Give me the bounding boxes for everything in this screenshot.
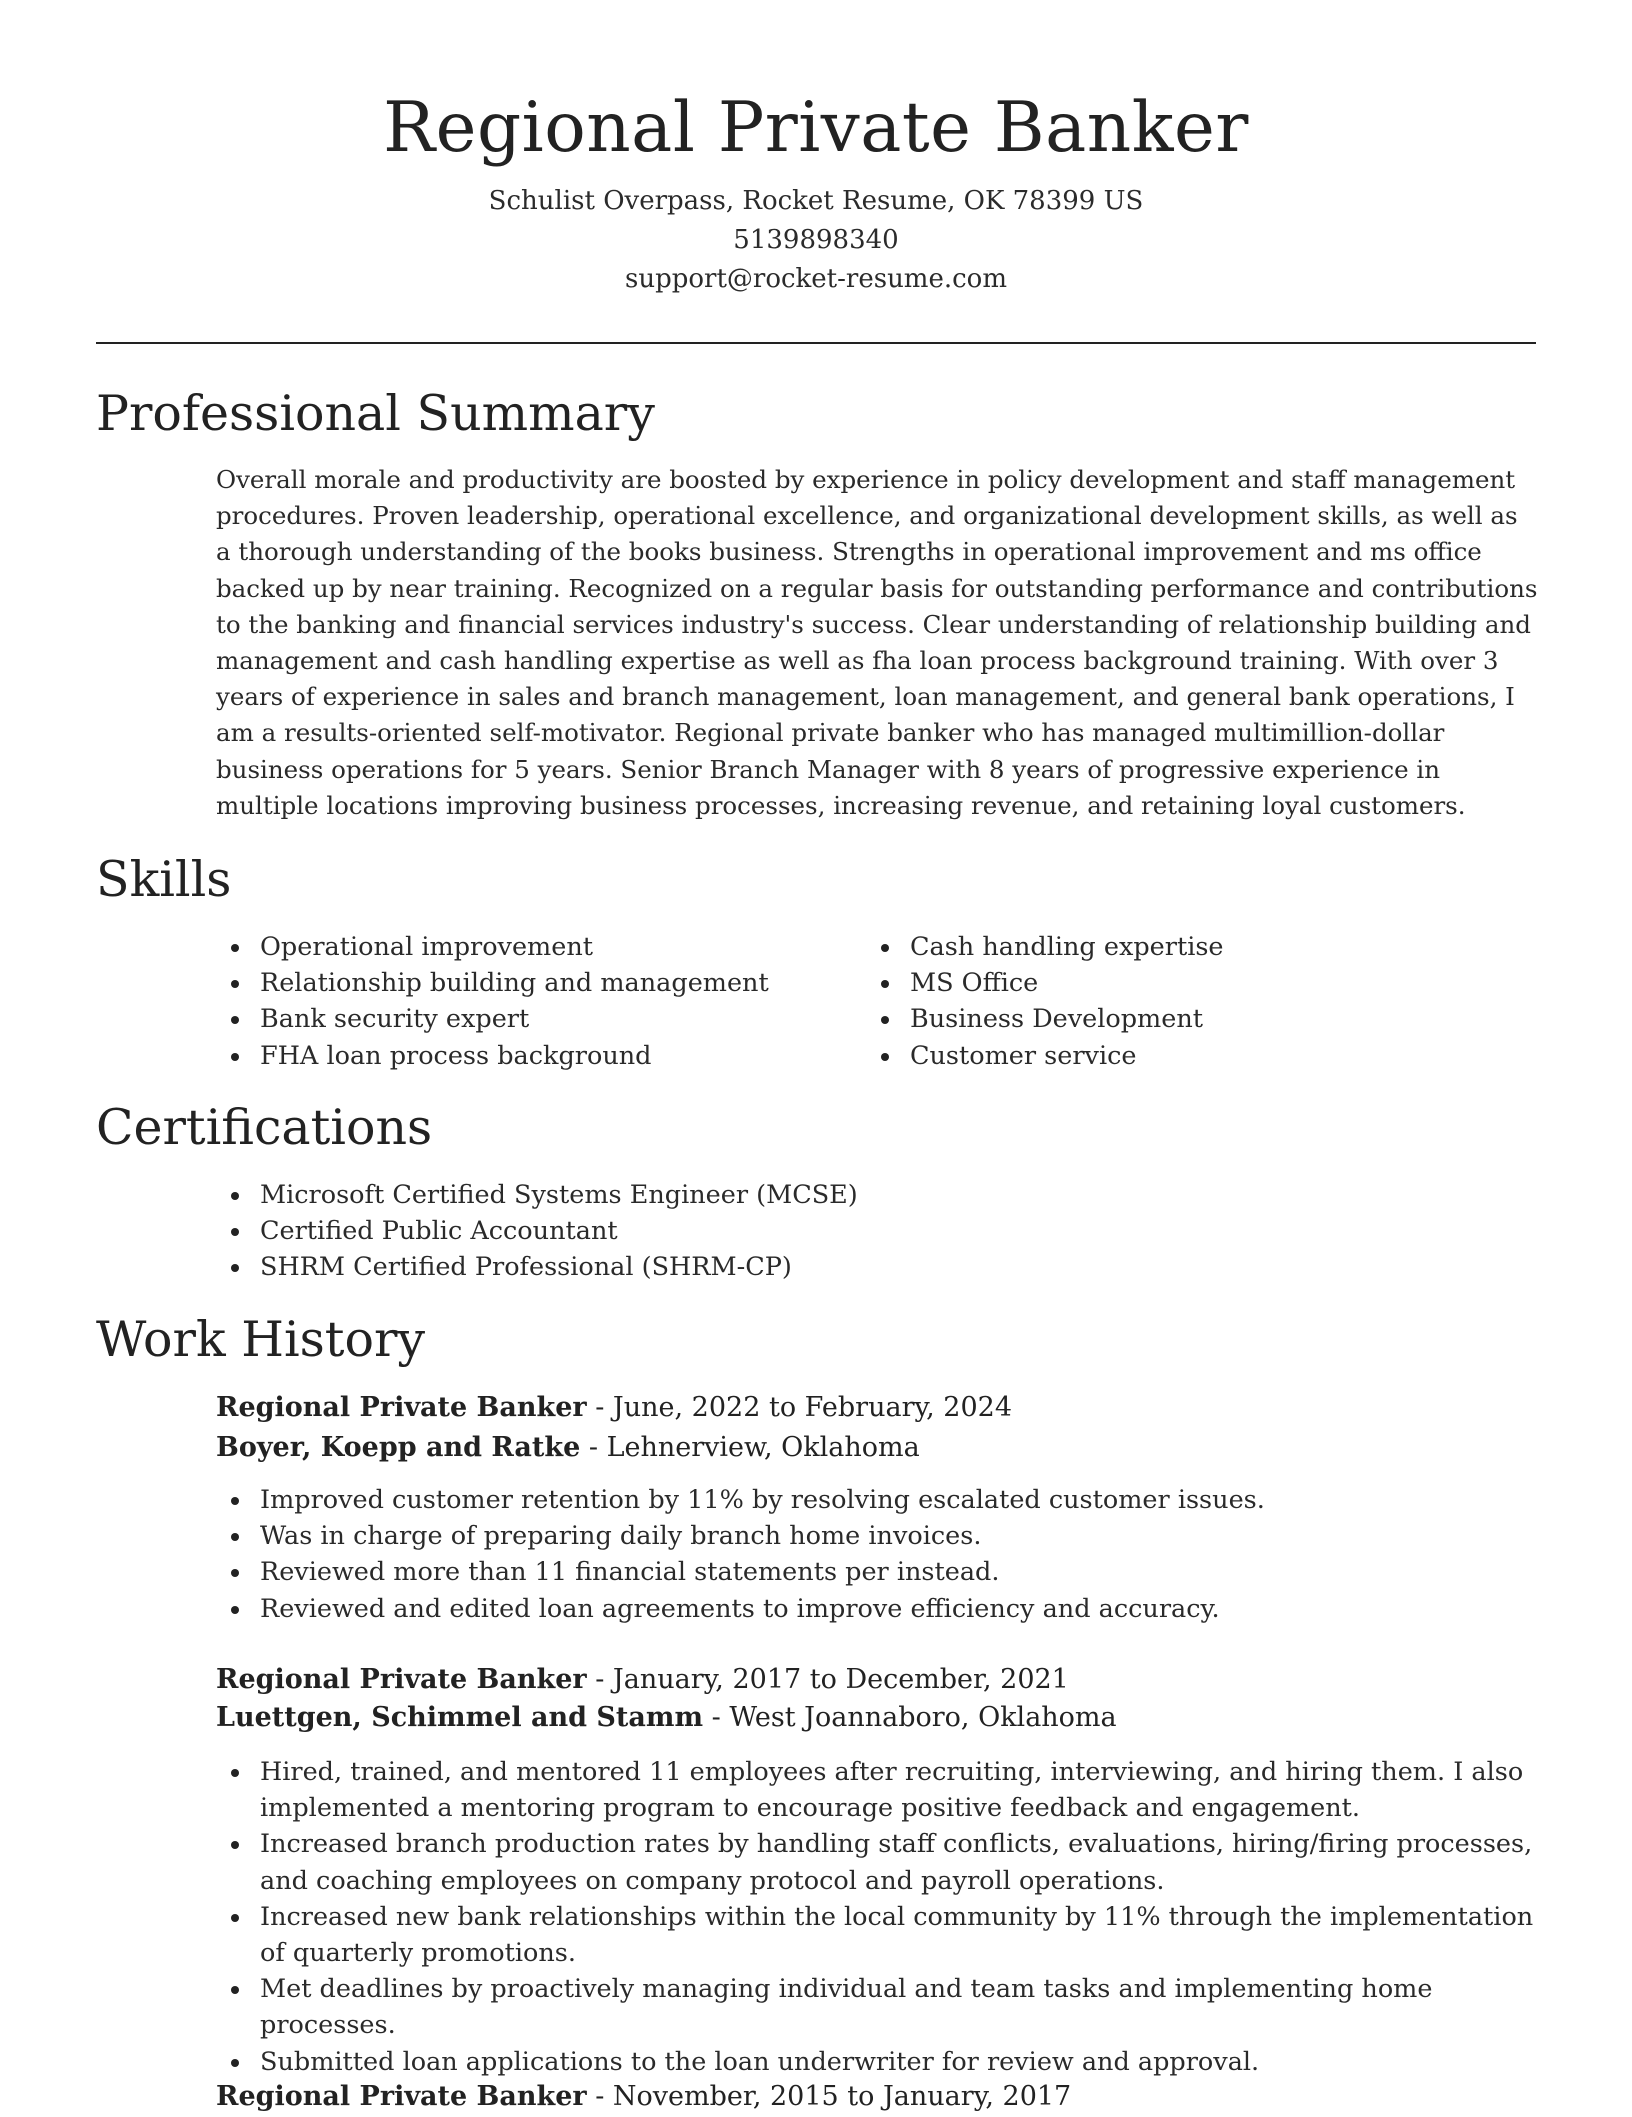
job-company-line bbox=[216, 1428, 920, 1468]
skill-item: FHA loan process background bbox=[216, 1038, 836, 1074]
separator: - bbox=[586, 1392, 613, 1423]
separator: - bbox=[580, 1432, 607, 1463]
skills-list-right bbox=[866, 929, 1486, 1074]
work-history-heading: Work History bbox=[96, 1311, 426, 1368]
job-location: West Joannaboro, Oklahoma bbox=[729, 1702, 1117, 1733]
certification-item: Certified Public Accountant bbox=[216, 1213, 1516, 1249]
job-company: Boyer, Koepp and Ratke bbox=[216, 1432, 581, 1463]
job-dates: June, 2022 to February, 2024 bbox=[612, 1392, 1013, 1423]
job-bullet: Reviewed more than 11 financial statements per instead. bbox=[216, 1554, 1538, 1590]
contact-block bbox=[0, 182, 1632, 299]
job-title-line bbox=[216, 2077, 1071, 2117]
header-divider bbox=[96, 342, 1536, 344]
job-title-line bbox=[216, 1388, 1012, 1428]
job-position: Regional Private Banker bbox=[216, 2081, 587, 2112]
job-bullet: Met deadlines by proactively managing individual and team tasks and implementing home processes. bbox=[216, 1971, 1538, 2043]
job-location: Lehnerview, Oklahoma bbox=[606, 1432, 920, 1463]
certifications-list bbox=[216, 1177, 1516, 1286]
job-company-line bbox=[216, 1698, 1117, 1738]
job-bullet: Hired, trained, and mentored 11 employees after recruiting, interviewing, and hiring them. I also implemented a mentoring program to encourage positive feedback and engagement. bbox=[216, 1754, 1538, 1826]
job-bullet: Increased branch production rates by handling staff conflicts, evaluations, hiring/firing processes, and coaching employees on company protocol and payroll operations. bbox=[216, 1826, 1538, 1898]
certification-item: SHRM Certified Professional (SHRM-CP) bbox=[216, 1249, 1516, 1285]
candidate-name: Regional Private Banker bbox=[383, 88, 1249, 168]
skill-item: Customer service bbox=[866, 1038, 1486, 1074]
resume-header bbox=[0, 0, 1632, 299]
job-bullets bbox=[216, 1754, 1538, 2080]
job-position: Regional Private Banker bbox=[216, 1664, 587, 1695]
skill-item: Business Development bbox=[866, 1001, 1486, 1037]
summary-heading: Professional Summary bbox=[96, 385, 655, 442]
job-title-line bbox=[216, 1660, 1069, 1700]
job-bullet: Increased new bank relationships within the local community by 11% through the implementation of quarterly promotions. bbox=[216, 1899, 1538, 1971]
skill-item: Bank security expert bbox=[216, 1001, 836, 1037]
job-company: Luettgen, Schimmel and Stamm bbox=[216, 1702, 704, 1733]
job-dates: November, 2015 to January, 2017 bbox=[612, 2081, 1072, 2112]
address-text: Schulist Overpass, Rocket Resume, OK 78399 US bbox=[488, 186, 1144, 216]
skills-list-left bbox=[216, 929, 836, 1074]
job-position: Regional Private Banker bbox=[216, 1392, 587, 1423]
job-dates: January, 2017 to December, 2021 bbox=[612, 1664, 1069, 1695]
job-bullet: Submitted loan applications to the loan underwriter for review and approval. bbox=[216, 2044, 1538, 2080]
skill-item: MS Office bbox=[866, 965, 1486, 1001]
job-bullet: Reviewed and edited loan agreements to improve efficiency and accuracy. bbox=[216, 1591, 1538, 1627]
email-text: support@rocket-resume.com bbox=[624, 264, 1007, 294]
job-bullets bbox=[216, 1482, 1538, 1627]
separator: - bbox=[703, 1702, 730, 1733]
skill-item: Operational improvement bbox=[216, 929, 836, 965]
separator: - bbox=[586, 2081, 613, 2112]
separator: - bbox=[586, 1664, 613, 1695]
job-bullet: Improved customer retention by 11% by resolving escalated customer issues. bbox=[216, 1482, 1538, 1518]
skill-item: Cash handling expertise bbox=[866, 929, 1486, 965]
job-bullet: Was in charge of preparing daily branch home invoices. bbox=[216, 1518, 1538, 1554]
skill-item: Relationship building and management bbox=[216, 965, 836, 1001]
skills-heading: Skills bbox=[96, 851, 232, 908]
certifications-heading: Certifications bbox=[96, 1099, 433, 1156]
certification-item: Microsoft Certified Systems Engineer (MCSE) bbox=[216, 1177, 1516, 1213]
phone-text: 5139898340 bbox=[733, 225, 899, 255]
summary-text: Overall morale and productivity are boosted by experience in policy development and staff management procedures. Proven leadership, operational excellence, and organizational development skills, as well as a thorough understanding of the books business. Strengths in operational improvement and ms office backed up by near training. Recognized on a regular basis for outstanding performance and contributions to the banking and financial services industry's success. Clear understanding of relationship building and management and cash handling expertise as well as fha loan process background training. With over 3 years of experience in sales and branch management, loan management, and general bank operations, I am a results-oriented self-motivator. Regional private banker who has managed multimillion-dollar business operations for 5 years. Senior Branch Manager with 8 years of progressive experience in multiple locations improving business processes, increasing revenue, and retaining loyal customers. bbox=[216, 465, 1538, 820]
